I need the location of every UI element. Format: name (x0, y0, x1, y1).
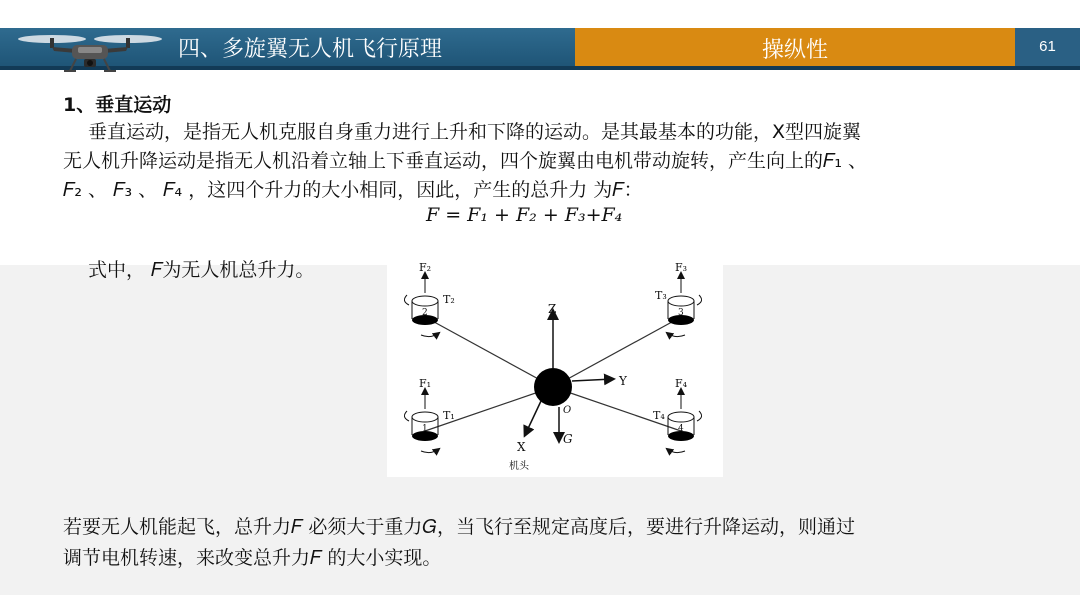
label-axis-x: X (517, 440, 526, 454)
conclusion-line-2: 调节电机转速，来改变总升力𝐹 的大小实现。 (63, 547, 442, 569)
label-rotor-3: 3 (678, 308, 684, 318)
label-f4: F₄ (675, 377, 688, 390)
label-axis-z: Z (548, 302, 557, 316)
formula-explanation: 式中， 𝐹为无人机总升力。 (88, 259, 315, 281)
rotor-1 (404, 389, 439, 453)
slide-title: 四、多旋翼无人机飞行原理 (178, 37, 443, 62)
rotor-2 (404, 273, 439, 337)
drone-logo-icon (10, 25, 170, 73)
paragraph-line-2: 无人机升降运动是指无人机沿着立轴上下垂直运动，四个旋翼由电机带动旋转，产生向上的𝐹₁ 、 (63, 150, 868, 172)
label-f2: F₂ (419, 261, 432, 274)
paragraph-line-1: 垂直运动，是指无人机克服自身重力进行上升和下降的运动。是其最基本的功能，X型四旋翼 (88, 121, 862, 143)
label-rotor-1: 1 (422, 424, 428, 434)
label-nose: 机头 (509, 461, 529, 472)
label-rotor-4: 4 (678, 424, 684, 434)
label-t3: T₃ (655, 289, 667, 302)
label-axis-y: Y (619, 374, 627, 388)
page-number: 61 (1039, 38, 1056, 55)
label-t1: T₁ (443, 409, 455, 422)
heading-vertical-motion: 1、垂直运动 (63, 94, 172, 116)
label-rotor-2: 2 (422, 308, 428, 318)
paragraph-line-3: 𝐹₂ 、 𝐹₃ 、 𝐹₄ ，这四个升力的大小相同，因此，产生的总升力 为𝐹： (63, 179, 643, 201)
label-t4: T₄ (653, 409, 665, 422)
label-f3: F₃ (675, 261, 688, 274)
label-gravity: G (563, 432, 573, 446)
label-origin: O (563, 405, 572, 416)
section-title: 操纵性 (761, 38, 828, 63)
rotor-3 (667, 273, 702, 337)
conclusion-line-1: 若要无人机能起飞，总升力𝐹 必须大于重力𝐺，当飞行至规定高度后，要进行升降运动，则通过 (63, 516, 855, 538)
rotor-4 (667, 389, 702, 453)
quadrotor-force-diagram (387, 253, 723, 477)
lift-formula: 𝐹 = 𝐹₁ + 𝐹₂ + 𝐹₃+𝐹₄ (426, 204, 623, 226)
label-f1: F₁ (419, 377, 432, 390)
label-t2: T₂ (443, 293, 455, 306)
